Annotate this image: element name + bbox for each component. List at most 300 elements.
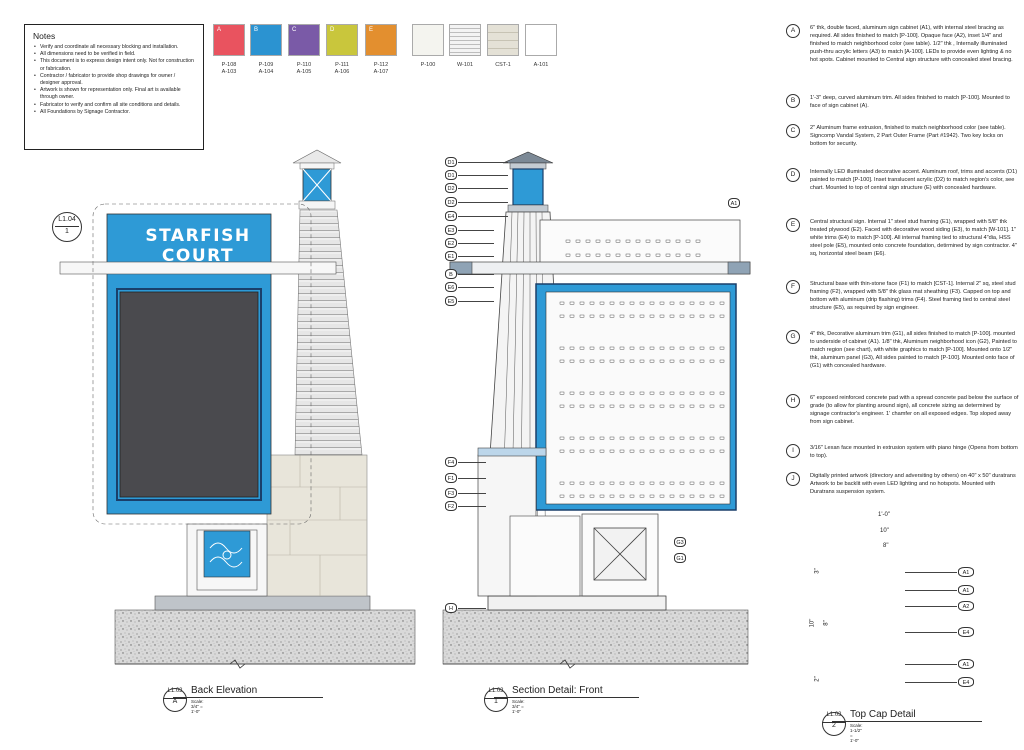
led-dot: [640, 347, 644, 349]
led-dot: [720, 302, 724, 304]
leader-line: [458, 175, 508, 176]
led-dot: [656, 254, 660, 256]
leader-line: [458, 162, 508, 163]
spec-note-text: 6" exposed reinforced concrete pad with a spread concrete pad below the surface of grade (to allow for planting around sign), all concrete sizing as determined by signage contractor's engineer. 1' chamfer on all exposed edges. Top sloped away from sign cabinet.: [810, 395, 1019, 426]
led-dot: [650, 347, 654, 349]
leader-line: [905, 664, 957, 665]
led-dot: [650, 495, 654, 497]
section-callout-label: E1: [445, 251, 457, 261]
led-dot: [690, 302, 694, 304]
title-ref: L1.03: [488, 688, 504, 694]
led-dot: [590, 437, 594, 439]
led-dot: [580, 392, 584, 394]
led-dot: [580, 302, 584, 304]
spec-note-letter: G: [786, 330, 800, 344]
led-dot: [610, 392, 614, 394]
led-dot: [640, 450, 644, 452]
section-callout-label: D1: [445, 157, 457, 167]
led-dot: [710, 405, 714, 407]
led-dot: [560, 315, 564, 317]
led-dot: [680, 315, 684, 317]
section-callout-label: F1: [445, 473, 457, 483]
led-dot: [630, 347, 634, 349]
led-dot: [640, 495, 644, 497]
cap-callout-label: A1: [958, 585, 974, 595]
led-dot: [570, 302, 574, 304]
cap-side-dimension: 3": [814, 568, 821, 574]
led-dot: [560, 437, 564, 439]
led-dot: [710, 315, 714, 317]
swatch-letter: A: [217, 27, 222, 33]
led-dot: [660, 482, 664, 484]
note-item: • Fabricator to verify and confirm all site conditions and details.: [40, 102, 195, 109]
led-dot: [690, 495, 694, 497]
led-dot: [590, 315, 594, 317]
led-dot: [616, 254, 620, 256]
led-dot: [570, 437, 574, 439]
led-dot: [686, 254, 690, 256]
title-num: 2: [832, 722, 836, 729]
led-dot: [630, 437, 634, 439]
led-dot: [660, 450, 664, 452]
led-dot: [686, 240, 690, 242]
note-item: • All Foundations by Signage Contractor.: [40, 109, 195, 116]
led-dot: [680, 392, 684, 394]
led-dot: [646, 254, 650, 256]
drawing-scale: Scale: 3/4" = 1'-0": [512, 699, 525, 714]
note-item: • Artwork is shown for representation only. Final art is available through owner.: [40, 87, 195, 101]
title-ref: L1.03: [826, 712, 842, 718]
led-dot: [590, 392, 594, 394]
led-dot: [600, 482, 604, 484]
led-dot: [580, 482, 584, 484]
led-dot: [690, 437, 694, 439]
leader-line: [458, 478, 486, 479]
spec-note-text: Internally LED illuminated decorative accent. Aluminum roof, trims and accents (D1) painted to match [P-100]. Inset translucent acrylic (D2) to match region's color, see chart. Mounted to top of central sign structure (E) with concealed hardware.: [810, 169, 1018, 192]
led-dot: [570, 360, 574, 362]
led-dot: [600, 347, 604, 349]
led-dot: [580, 437, 584, 439]
cap-callout-label: E4: [958, 677, 974, 687]
leader-line: [905, 572, 957, 573]
cap-dimension: 1'-0": [878, 512, 890, 518]
led-dot: [636, 240, 640, 242]
led-dot: [616, 240, 620, 242]
led-dot: [710, 495, 714, 497]
led-dot: [570, 405, 574, 407]
section-callout-label: D2: [445, 183, 457, 193]
leader-line: [458, 462, 486, 463]
led-dot: [620, 347, 624, 349]
led-dot: [650, 360, 654, 362]
led-dot: [700, 450, 704, 452]
led-dot: [710, 450, 714, 452]
led-dot: [670, 302, 674, 304]
leader-line: [905, 606, 957, 607]
led-dot: [680, 450, 684, 452]
leader-line: [458, 493, 486, 494]
led-dot: [680, 495, 684, 497]
led-dot: [600, 302, 604, 304]
section-callout-label: D1: [445, 170, 457, 180]
led-dot: [720, 495, 724, 497]
led-dot: [666, 254, 670, 256]
led-dot: [600, 360, 604, 362]
led-dot: [650, 405, 654, 407]
led-dot: [620, 482, 624, 484]
led-dot: [700, 495, 704, 497]
led-dot: [600, 437, 604, 439]
led-dot: [610, 360, 614, 362]
cap-side-dimension: 8": [823, 620, 830, 626]
swatch-code: W-101: [456, 62, 474, 68]
spec-note-text: 3/16" Lexan face mounted in extrusion system with piano hinge (Opens from bottom to top).: [810, 445, 1018, 460]
spec-note-letter: J: [786, 472, 800, 486]
detail-callout: [52, 212, 82, 242]
led-dot: [710, 482, 714, 484]
callout-num: 1: [65, 228, 69, 235]
led-dot: [626, 240, 630, 242]
led-dot: [600, 392, 604, 394]
led-dot: [690, 315, 694, 317]
led-dot: [660, 495, 664, 497]
leader-line: [905, 682, 957, 683]
led-dot: [700, 347, 704, 349]
led-dot: [580, 405, 584, 407]
section-callout-label: F2: [445, 501, 457, 511]
cap-callout-label: A2: [958, 601, 974, 611]
led-dot: [596, 240, 600, 242]
section-callout-label: E4: [445, 211, 457, 221]
led-dot: [610, 482, 614, 484]
swatch-code: P-108: [221, 62, 237, 68]
led-dot: [650, 392, 654, 394]
note-item: • All dimensions need to be verified in field.: [40, 51, 195, 58]
led-dot: [560, 302, 564, 304]
led-dot: [610, 495, 614, 497]
led-dot: [680, 302, 684, 304]
spec-note-letter: D: [786, 168, 800, 182]
leader-line: [458, 287, 494, 288]
led-dot: [626, 254, 630, 256]
led-dot: [670, 437, 674, 439]
led-dot: [660, 315, 664, 317]
led-dot: [710, 347, 714, 349]
leader-line: [458, 216, 508, 217]
led-dot: [640, 405, 644, 407]
swatch-ref: A-104: [258, 69, 274, 75]
leader-line: [905, 590, 957, 591]
swatch-letter: E: [369, 27, 374, 33]
leader-line: [458, 230, 494, 231]
led-dot: [630, 392, 634, 394]
led-dot: [670, 392, 674, 394]
spec-note-letter: F: [786, 280, 800, 294]
led-dot: [636, 254, 640, 256]
led-dot: [600, 450, 604, 452]
led-dot: [720, 392, 724, 394]
swatch-ref: A-107: [373, 69, 389, 75]
led-dot: [630, 315, 634, 317]
led-dot: [630, 360, 634, 362]
led-dot: [610, 437, 614, 439]
led-dot: [620, 315, 624, 317]
swatch-code: P-109: [258, 62, 274, 68]
led-dot: [640, 315, 644, 317]
led-dot: [586, 240, 590, 242]
led-dot: [576, 240, 580, 242]
led-dot: [590, 405, 594, 407]
led-dot: [570, 347, 574, 349]
led-dot: [610, 302, 614, 304]
led-dot: [700, 392, 704, 394]
led-dot: [670, 405, 674, 407]
led-dot: [710, 302, 714, 304]
led-dot: [566, 254, 570, 256]
led-dot: [700, 315, 704, 317]
section-callout-label: F4: [445, 457, 457, 467]
drawing-title: Top Cap Detail: [850, 709, 916, 720]
leader-line: [458, 256, 494, 257]
title-num: 1: [494, 698, 498, 705]
led-dot: [720, 450, 724, 452]
spec-note-text: Digitally printed artwork (directory and adversiting by others) on 40" x 50" duratrans Artwork to be backlit with even LED lighting and no hotspots. Mounted with Duratrans suspension system.: [810, 473, 1016, 496]
section-callout-label: E5: [445, 296, 457, 306]
led-dot: [570, 450, 574, 452]
led-dot: [670, 315, 674, 317]
led-dot: [696, 254, 700, 256]
led-dot: [680, 437, 684, 439]
led-dot: [680, 360, 684, 362]
notes-title: Notes: [33, 31, 56, 41]
note-item: • This document is to express design intent only. Not for construction or fabrication.: [40, 58, 195, 72]
spec-note-letter: E: [786, 218, 800, 232]
section-callout-label: H: [445, 603, 457, 613]
leader-line: [458, 506, 486, 507]
led-dot: [580, 315, 584, 317]
section-callout-label: G1: [674, 553, 686, 563]
cap-side-dimension: 2": [814, 676, 821, 682]
led-dot: [690, 482, 694, 484]
led-dot: [560, 392, 564, 394]
led-dot: [680, 482, 684, 484]
led-dot: [720, 405, 724, 407]
led-dot: [610, 405, 614, 407]
led-dot: [660, 437, 664, 439]
led-dot: [710, 392, 714, 394]
led-dot: [676, 254, 680, 256]
led-dot: [600, 315, 604, 317]
leader-line: [458, 274, 494, 275]
section-callout-label: B: [445, 269, 457, 279]
leader-line: [458, 243, 494, 244]
spec-note-text: 1'-3" deep, curved aluminum trim. All sides finished to match [P-100]. Mounted to face of sign cabinet (A).: [810, 95, 1010, 110]
led-dot: [566, 240, 570, 242]
led-dot: [630, 450, 634, 452]
led-dot: [630, 302, 634, 304]
led-dot: [590, 347, 594, 349]
spec-note-text: Central structural sign. Internal 1" steel stud framing (E1), wrapped with 5/8" thk treated plywood (E2). Faced with decorative wood siding (E3), to match [W-101]. 1" white trims (E4) to match [P-100]. All internal framing tied to structural 4"dia, HSS steel pole (E5), mounted onto concrete foundation, detirmined by sign contractor. 4" sq, horizontal steel beam (E6).: [810, 219, 1017, 258]
led-dot: [600, 495, 604, 497]
cap-callout-label: A1: [958, 567, 974, 577]
led-dot: [690, 360, 694, 362]
swatch-code: CST-1: [495, 62, 511, 68]
led-dot: [560, 360, 564, 362]
section-callout-label: E6: [445, 282, 457, 292]
led-dot: [660, 405, 664, 407]
led-dot: [690, 405, 694, 407]
leader-line: [458, 608, 486, 609]
led-dot: [670, 360, 674, 362]
cap-callout-label: E4: [958, 627, 974, 637]
led-dot: [720, 482, 724, 484]
led-dot: [660, 360, 664, 362]
swatch-code: A-101: [533, 62, 549, 68]
led-dot: [710, 437, 714, 439]
section-callout-label: A1: [728, 198, 740, 208]
led-dot: [656, 240, 660, 242]
cap-callout-label: A1: [958, 659, 974, 669]
led-dot: [560, 450, 564, 452]
leader-line: [458, 301, 494, 302]
led-dot: [560, 495, 564, 497]
led-dot: [580, 360, 584, 362]
led-dot: [620, 360, 624, 362]
title-num: A: [172, 698, 178, 705]
led-dot: [680, 347, 684, 349]
led-dot: [640, 437, 644, 439]
led-dot: [720, 315, 724, 317]
led-dot: [650, 315, 654, 317]
led-dot: [620, 405, 624, 407]
led-dot: [640, 392, 644, 394]
led-dot: [650, 482, 654, 484]
led-dot: [720, 437, 724, 439]
led-dot: [700, 482, 704, 484]
led-dot: [690, 392, 694, 394]
led-dot: [670, 482, 674, 484]
led-dot: [586, 254, 590, 256]
led-dot: [580, 495, 584, 497]
led-dot: [700, 437, 704, 439]
led-dot: [676, 240, 680, 242]
spec-note-text: 6" thk, double faced, aluminum sign cabinet (A1), with internal steel bracing as required. All sides finished to match [P-100]. Opaque face (A2), inset 1/4" and finished to match neighborhood color (see table). 1/2" thk , Internally illuminated push-thru acrylic letters (A3) to match [A-100]. LEDs to provide even lighting & no hot spots. Cabinet mounted to Central sign structure with concealed steel bracing.: [810, 25, 1013, 64]
led-dot: [590, 482, 594, 484]
drawing-scale: Scale: 1-1/2" = 1'-0": [850, 723, 863, 743]
led-dot: [580, 450, 584, 452]
led-dot: [700, 302, 704, 304]
swatch-code: P-111: [335, 62, 349, 68]
led-dot: [660, 302, 664, 304]
cap-dimension: 10": [880, 528, 889, 534]
leader-line: [458, 202, 508, 203]
led-dot: [590, 360, 594, 362]
cap-side-dimension: 10": [809, 618, 816, 628]
led-dot: [646, 240, 650, 242]
led-dot: [570, 495, 574, 497]
spec-note-text: 4" thk, Decorative aluminum trim (G1), all sides finished to match [P-100]. mounted to underside of cabinet (A1). 1/8" thk, Aluminum neighborhood icon (G2), Painted to match region (see chart), with white graphics to match [P-100]. Mounted onto 1/2" thk, aluminum panel (G3), All sides painted to match [P-100]. Mounted onto face of (G1) with concealed hardware.: [810, 331, 1017, 370]
spec-note-letter: A: [786, 24, 800, 38]
led-dot: [660, 392, 664, 394]
led-dot: [610, 450, 614, 452]
swatch-ref: A-103: [221, 69, 237, 75]
led-dot: [590, 495, 594, 497]
callout-ref: L1.04: [58, 216, 76, 223]
led-dot: [606, 240, 610, 242]
led-dot: [680, 405, 684, 407]
led-dot: [720, 360, 724, 362]
led-dot: [710, 360, 714, 362]
led-dot: [660, 347, 664, 349]
swatch-code: P-110: [296, 62, 312, 68]
led-dot: [610, 347, 614, 349]
led-dot: [666, 240, 670, 242]
led-dot: [570, 392, 574, 394]
led-dot: [650, 450, 654, 452]
led-dot: [700, 360, 704, 362]
led-dot: [570, 482, 574, 484]
led-dot: [640, 360, 644, 362]
spec-note-text: Structural base with thin-stone face (F1) to match [CST-1]. Internal 2" sq, steel stud framing (F2), wrapped with 5/8" thk glass mat sheathing (F3). Capped on top and bottom with aluminum (drip flashing) trims (F4). Steel framing tied to central steel structure (E5), as required by sign engineer.: [810, 281, 1016, 312]
led-dot: [620, 450, 624, 452]
led-dot: [590, 302, 594, 304]
led-dot: [640, 302, 644, 304]
led-dot: [670, 450, 674, 452]
led-dot: [576, 254, 580, 256]
spec-note-letter: C: [786, 124, 800, 138]
spec-note-letter: H: [786, 394, 800, 408]
led-dot: [620, 495, 624, 497]
led-dot: [590, 450, 594, 452]
led-dot: [650, 437, 654, 439]
led-dot: [700, 405, 704, 407]
led-dot: [690, 347, 694, 349]
led-dot: [596, 254, 600, 256]
led-dot: [610, 315, 614, 317]
led-dot: [720, 347, 724, 349]
swatch-letter: C: [292, 27, 297, 33]
led-dot: [620, 437, 624, 439]
led-dot: [560, 405, 564, 407]
drawing-scale: Scale: 3/4" = 1'-0": [191, 699, 204, 714]
leader-line: [905, 632, 957, 633]
led-dot: [670, 495, 674, 497]
led-dot: [690, 450, 694, 452]
drawing-title: Back Elevation: [191, 685, 258, 696]
swatch-ref: A-105: [296, 69, 312, 75]
swatch-letter: D: [330, 27, 335, 33]
spec-note-letter: I: [786, 444, 800, 458]
swatch-code: P-112: [373, 62, 389, 68]
cap-dimension: 8": [883, 543, 889, 549]
led-dot: [560, 482, 564, 484]
section-callout-label: F3: [445, 488, 457, 498]
note-item: • Contractor / fabricator to provide shop drawings for owner / designer approval.: [40, 73, 195, 87]
spec-note-letter: B: [786, 94, 800, 108]
led-dot: [630, 482, 634, 484]
led-dot: [600, 405, 604, 407]
led-dot: [650, 302, 654, 304]
led-dot: [696, 240, 700, 242]
section-callout-label: E2: [445, 238, 457, 248]
spec-note-text: 2" Aluminum frame extrusion, finished to match neighborhood color (see table). Signcomp Vandal System, 2 Part Outer Frame (Part #1942). Two key locks on bottom for security.: [810, 125, 1006, 148]
led-dot: [560, 347, 564, 349]
title-ref: L1.03: [167, 688, 183, 694]
swatch-code: P-100: [420, 62, 436, 68]
swatch-letter: B: [254, 27, 259, 33]
drawing-title: Section Detail: Front: [512, 685, 603, 696]
led-dot: [570, 315, 574, 317]
